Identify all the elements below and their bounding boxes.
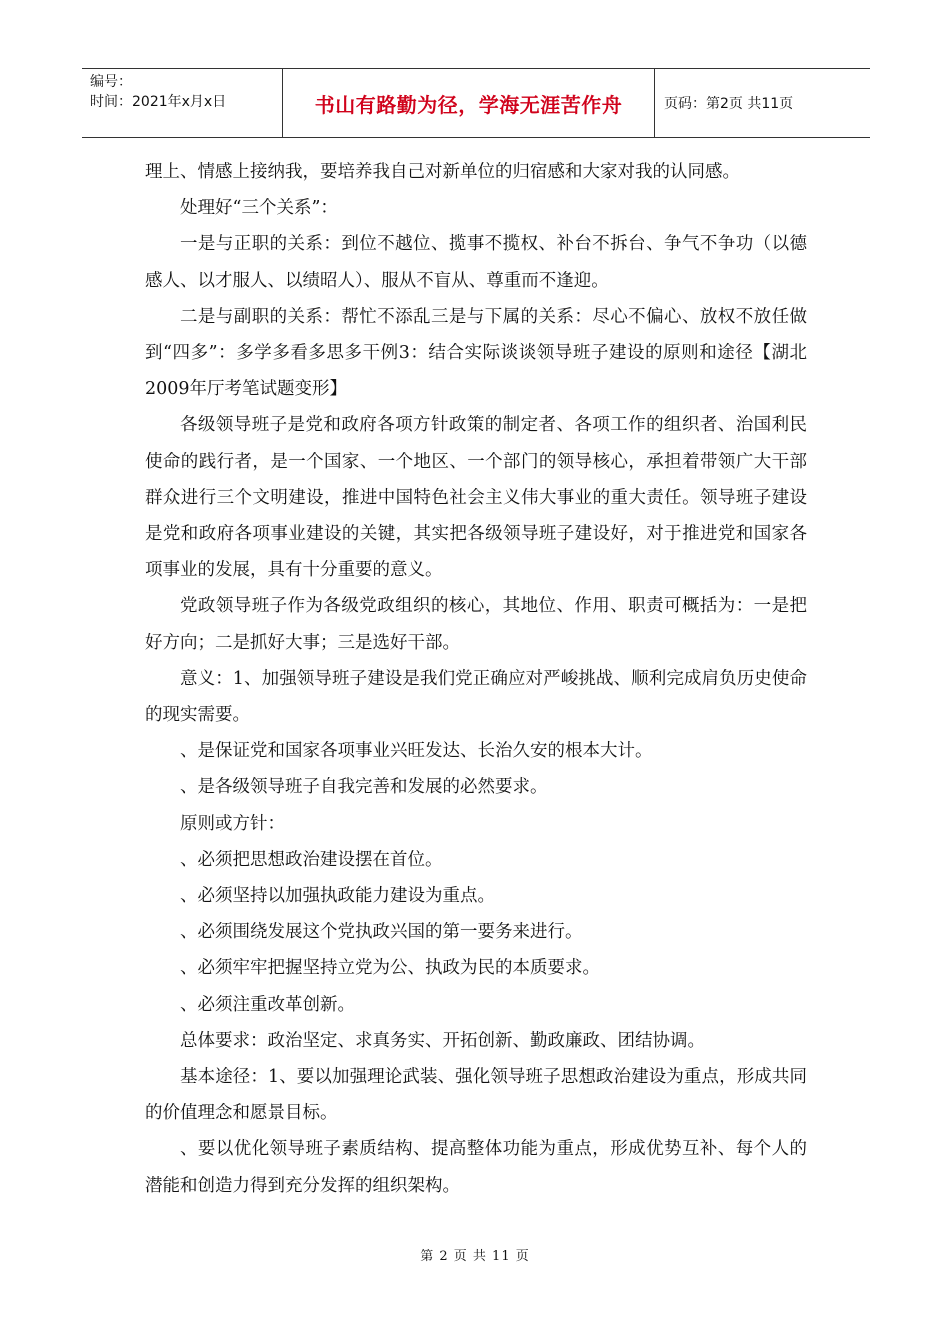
body-paragraph: 、必须把思想政治建设摆在首位。 — [180, 849, 443, 870]
header-info-cell — [82, 69, 283, 137]
body-paragraph: 意义：1、加强领导班子建设是我们党正确应对严峻挑战、顺利完成肩负历史使命的现实需要。 — [145, 668, 807, 726]
body-paragraph: 、必须牢牢把握坚持立党为公、执政为民的本质要求。 — [180, 958, 600, 979]
document-body — [145, 154, 807, 1204]
body-paragraph: 一是与正职的关系：到位不越位、揽事不揽权、补台不拆台、争气不争功（以德感人、以才服人、以绩昭人）、服从不盲从、尊重而不逢迎。 — [145, 234, 807, 291]
body-paragraph: 各级领导班子是党和政府各项方针政策的制定者、各项工作的组织者、治国利民使命的践行者，是一个国家、一个地区、一个部门的领导核心，承担着带领广大干部群众进行三个文明建设，推进中国特色社会主义伟大事业的重大责任。领导班子建设是党和政府各项事业建设的关键，其实把各级领导班子建设好，对于推进党和国家各项事业的发展，具有十分重要的意义。 — [145, 415, 807, 581]
body-paragraph: 处理好“三个关系”： — [180, 198, 338, 219]
footer-page-number: 第 2 页 共 11 页 — [420, 1249, 530, 1264]
body-paragraph: 理上、情感上接纳我，要培养我自己对新单位的归宿感和大家对我的认同感。 — [145, 162, 740, 182]
document-number-label: 编号： — [90, 74, 132, 90]
body-paragraph: 党政领导班子作为各级党政组织的核心，其地位、作用、职责可概括为：一是把好方向；二是抓好大事；三是选好干部。 — [145, 596, 807, 653]
body-paragraph: 、是保证党和国家各项事业兴旺发达、长治久安的根本大计。 — [180, 741, 653, 762]
body-paragraph: 、必须坚持以加强执政能力建设为重点。 — [180, 886, 495, 907]
body-paragraph: 总体要求：政治坚定、求真务实、开拓创新、勤政廉政、团结协调。 — [180, 1030, 705, 1051]
header-page-code: 页码：第2页 共11页 — [664, 96, 794, 112]
header-page-cell — [655, 69, 870, 137]
body-paragraph: 二是与副职的关系：帮忙不添乱三是与下属的关系：尽心不偏心、放权不放任做到“四多”：多学多看多思多干例3：结合实际谈谈领导班子建设的原则和途径【湖北2009年厅考笔试题变形】 — [145, 306, 807, 400]
body-paragraph: 、必须围绕发展这个党执政兴国的第一要务来进行。 — [180, 922, 583, 943]
body-paragraph: 、是各级领导班子自我完善和发展的必然要求。 — [180, 777, 548, 798]
page-header — [82, 68, 870, 138]
body-paragraph: 、必须注重改革创新。 — [180, 994, 355, 1015]
body-paragraph: 基本途径：1、要以加强理论武装、强化领导班子思想政治建设为重点，形成共同的价值理念和愿景目标。 — [145, 1067, 807, 1124]
body-paragraph: 原则或方针： — [180, 813, 285, 834]
body-paragraph: 、要以优化领导班子素质结构、提高整体功能为重点，形成优势互补、每个人的潜能和创造力得到充分发挥的组织架构。 — [145, 1139, 807, 1196]
header-motto: 书山有路勤为径，学海无涯苦作舟 — [314, 92, 623, 117]
document-date: 时间：2021年x月x日 — [90, 94, 227, 110]
header-motto-cell — [283, 69, 655, 137]
page-footer — [0, 1245, 950, 1264]
